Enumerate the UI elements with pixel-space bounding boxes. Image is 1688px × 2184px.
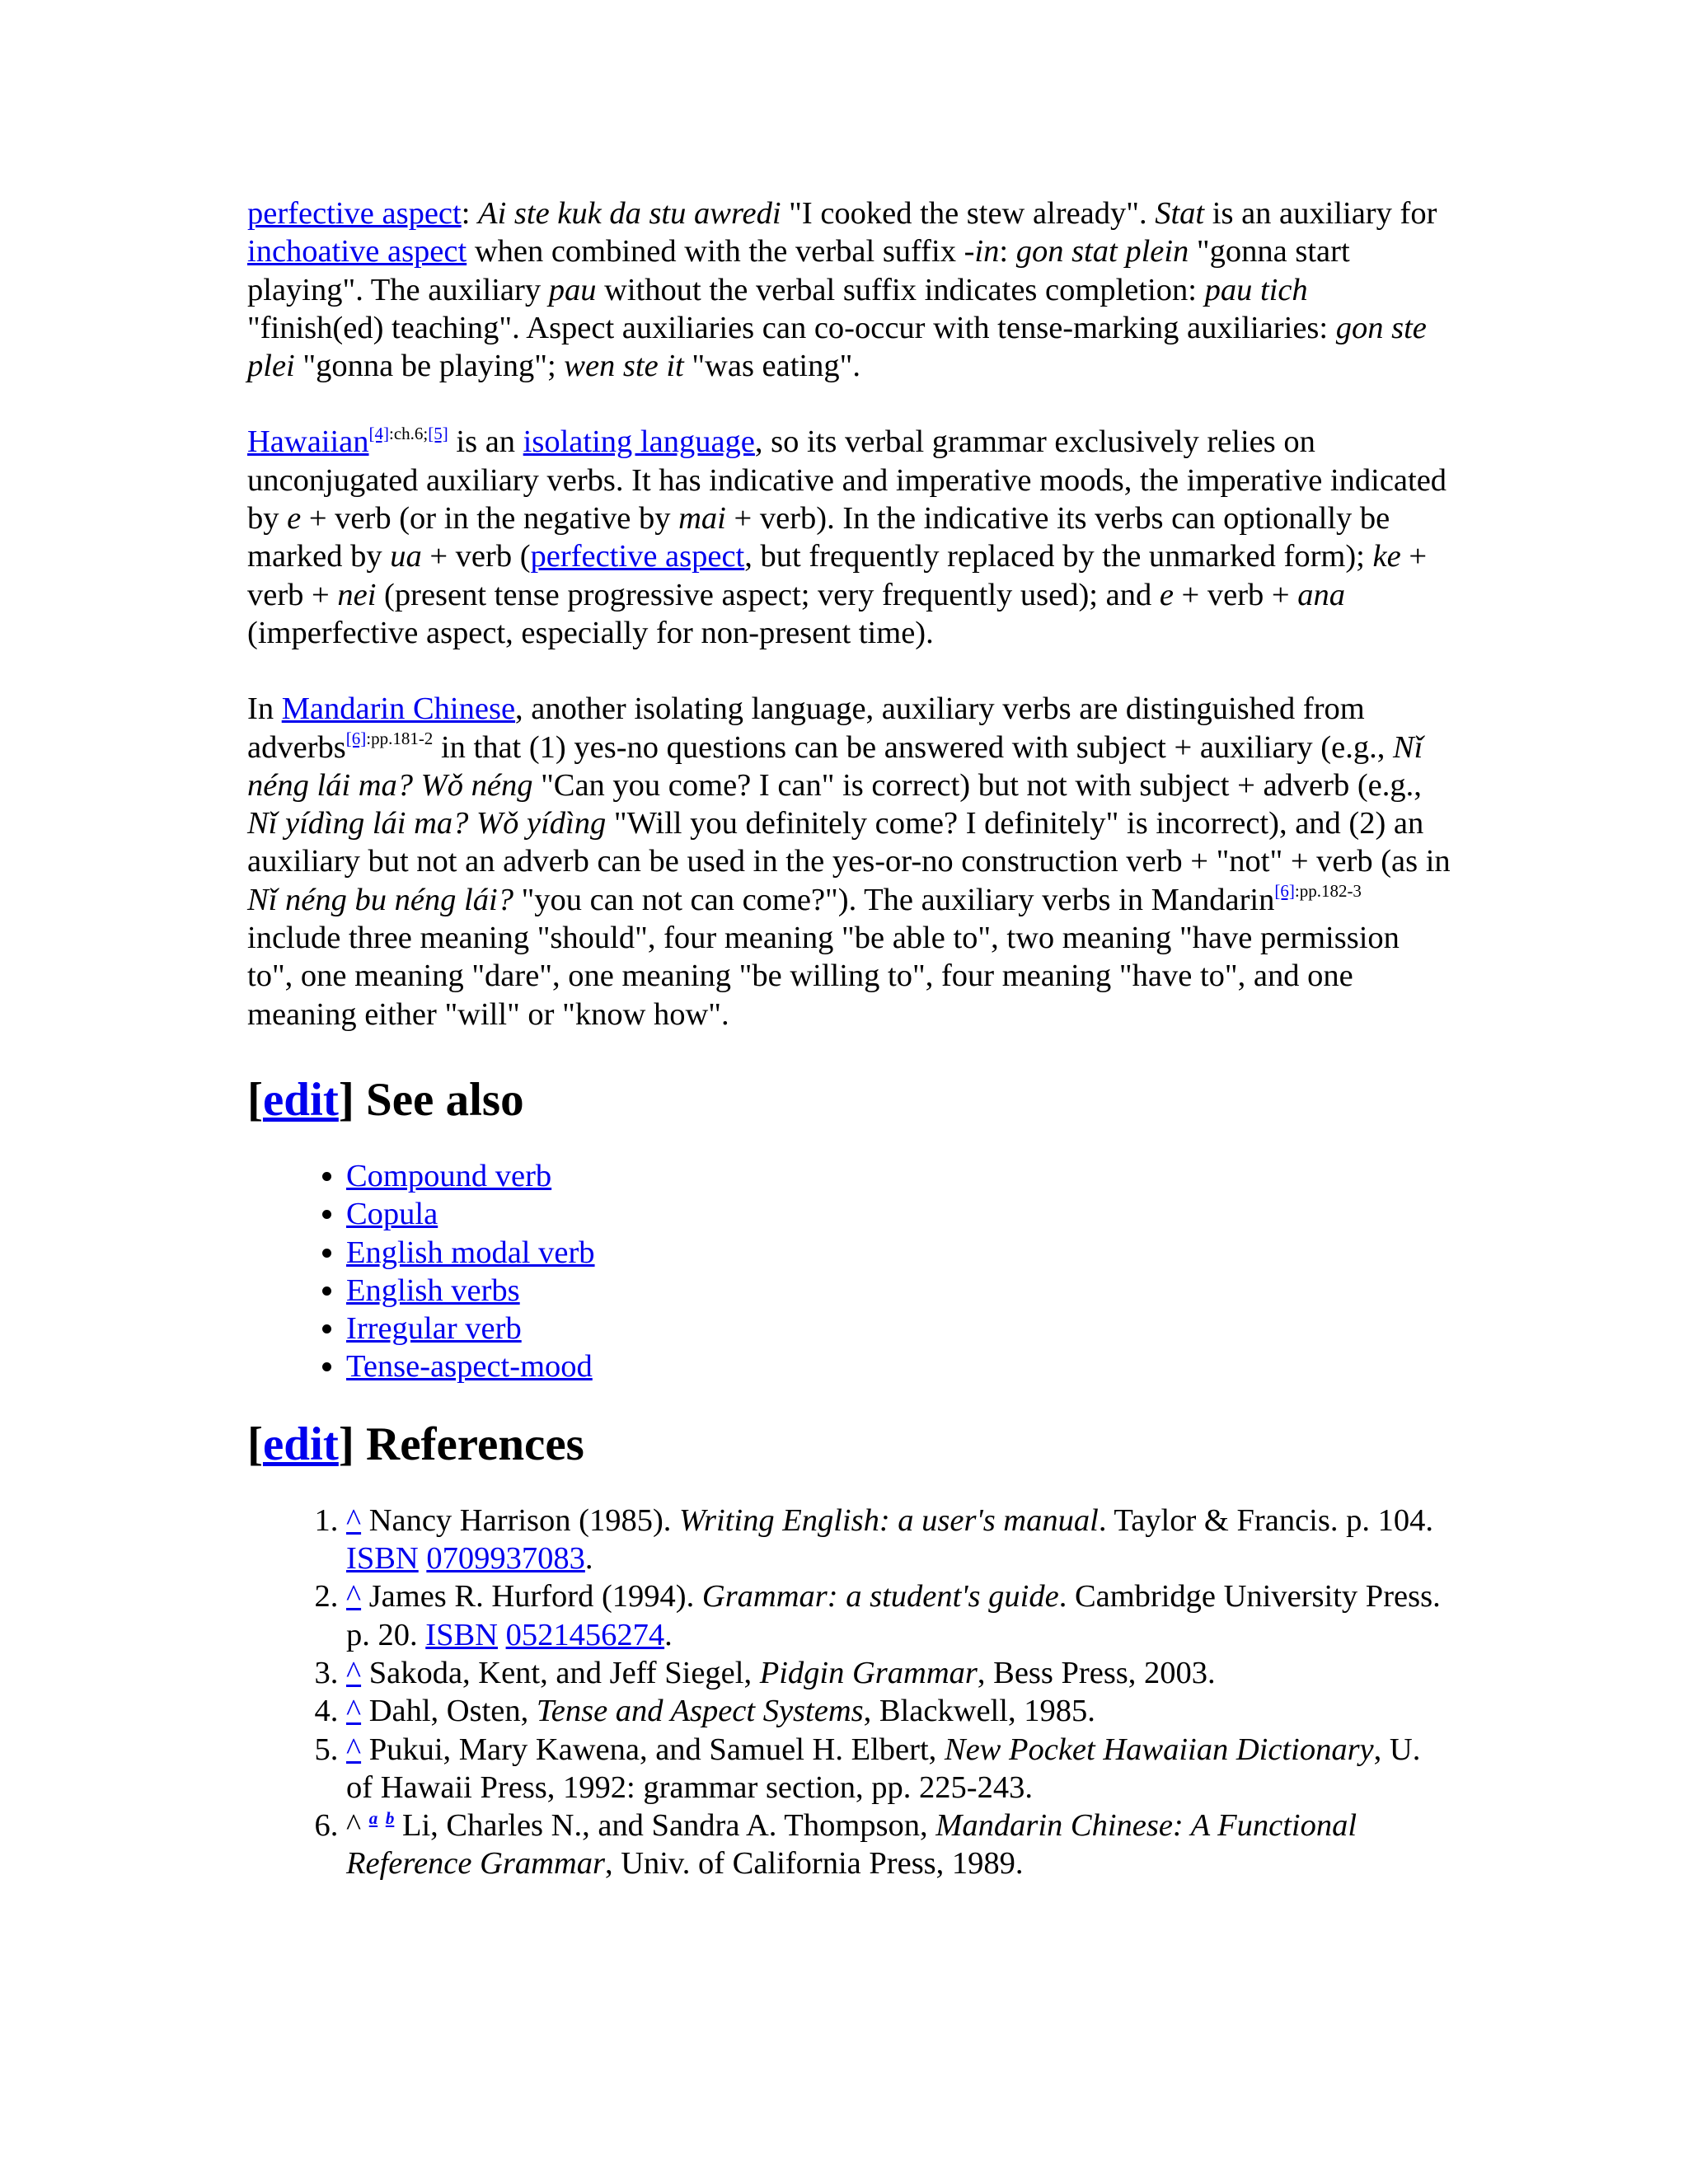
text: , Univ. of California Press, 1989. (604, 1846, 1024, 1882)
paragraph-mandarin (247, 690, 1451, 1033)
list-item (346, 1310, 1451, 1347)
backlink-caret[interactable]: ^ (346, 1732, 362, 1767)
reference-title: Writing English: a user's manual (679, 1502, 1099, 1538)
reference-title: Grammar: a student's guide (701, 1579, 1059, 1615)
reference-item (346, 1807, 1451, 1883)
bracket: ] (338, 1418, 367, 1470)
references-list (247, 1502, 1451, 1883)
link-perfective-aspect[interactable]: perfective aspect (247, 196, 462, 231)
example: gon stat plein (1015, 234, 1189, 269)
reference-title: Tense and Aspect Systems (536, 1694, 864, 1729)
paragraph-hawaiian (247, 423, 1451, 652)
reference-title: Pidgin Grammar (759, 1655, 978, 1690)
link-english-verbs[interactable]: English verbs (346, 1272, 520, 1308)
text: "gonna start playing". The auxiliary (247, 234, 1350, 307)
reference-item (346, 1731, 1451, 1807)
text: , another isolating language, auxiliary verbs are distinguished from adverbs (247, 691, 1365, 765)
link-irregular-verb[interactable]: Irregular verb (346, 1311, 522, 1347)
reference-title: Mandarin Chinese: A Functional Reference Grammar (346, 1808, 1357, 1882)
bracket: [ (247, 1073, 263, 1126)
citation-page: :pp.181-2 (366, 728, 434, 748)
text: is an (448, 424, 523, 460)
text (498, 1618, 506, 1652)
reference-item (346, 1692, 1451, 1730)
text: : (461, 196, 479, 231)
example: Nǐ yídìng lái ma? Wǒ yídìng (247, 806, 607, 841)
link-inchoative-aspect[interactable]: inchoative aspect (247, 234, 467, 269)
backlink-b[interactable]: b (385, 1808, 395, 1829)
text: : (999, 234, 1016, 269)
term: Stat (1155, 196, 1205, 231)
term: -in (964, 234, 1000, 269)
citation-page: :pp.182-3 (1294, 880, 1362, 901)
see-also-list (247, 1157, 1451, 1386)
link-tense-aspect-mood[interactable]: Tense-aspect-mood (346, 1349, 593, 1385)
text: (imperfective aspect, especially for non-present time). (247, 615, 934, 650)
edit-link-references[interactable]: edit (262, 1418, 339, 1470)
text: Sakoda, Kent, and Jeff Siegel, (361, 1655, 760, 1690)
citation (346, 729, 434, 748)
list-item (346, 1234, 1451, 1272)
example: wen ste it (564, 349, 684, 384)
reference-title: New Pocket Hawaiian Dictionary (944, 1732, 1374, 1767)
list-item (346, 1272, 1451, 1310)
isbn-link[interactable]: ISBN (425, 1617, 498, 1652)
text: when combined with the verbal suffix (467, 234, 964, 269)
example: pau tich (1204, 272, 1308, 307)
citation (1274, 881, 1362, 901)
link-perfective-aspect-2[interactable]: perfective aspect (530, 539, 745, 574)
text: + verb (or in the negative by (301, 501, 679, 537)
text: Dahl, Osten, (361, 1694, 537, 1729)
isbn-number-link[interactable]: 0709937083 (426, 1541, 585, 1577)
text: , so its verbal grammar exclusively relies on unconjugated auxiliary verbs. It has indicative and imperative moods, the imperative indicated by (247, 424, 1447, 537)
caret: ^ (346, 1808, 369, 1844)
backlink-caret[interactable]: ^ (346, 1694, 362, 1729)
backlink-caret[interactable]: ^ (346, 1579, 362, 1615)
citation (369, 424, 448, 443)
citation-link-4[interactable]: [4] (368, 423, 390, 443)
text: without the verbal suffix indicates completion: (596, 272, 1205, 307)
isbn-link[interactable]: ISBN (346, 1541, 419, 1577)
term: mai (678, 501, 726, 537)
link-compound-verb[interactable]: Compound verb (346, 1158, 552, 1193)
text: Li, Charles N., and Sandra A. Thompson, (394, 1808, 936, 1844)
list-item (346, 1347, 1451, 1385)
example: Ai ste kuk da stu awredi (478, 196, 781, 231)
link-isolating-language[interactable]: isolating language (523, 424, 755, 460)
text: include three meaning "should", four meaning "be able to", two meaning "have permission to", one meaning "dare", one meaning "be willing to", four meaning "have to", and one meaning either "will" or "know how". (247, 921, 1400, 1032)
paragraph-pidgin-aspect (247, 194, 1451, 385)
example: Nǐ néng bu néng lái? (247, 882, 513, 917)
edit-link-see-also[interactable]: edit (262, 1073, 339, 1126)
term: ke (1372, 539, 1401, 574)
link-copula[interactable]: Copula (346, 1197, 438, 1232)
list-item (346, 1195, 1451, 1233)
text: + verb + (247, 539, 1428, 612)
example: Nǐ néng lái ma? Wǒ néng (247, 729, 1423, 803)
text: "Can you come? I can" is correct) but not with subject + adverb (e.g., (532, 767, 1422, 803)
reference-item (346, 1577, 1451, 1654)
citation-link-6b[interactable]: [6] (1274, 880, 1295, 901)
text: . (664, 1617, 673, 1652)
heading-text: References (366, 1418, 584, 1470)
link-english-modal-verb[interactable]: English modal verb (346, 1235, 595, 1270)
text: In (247, 691, 282, 727)
link-mandarin-chinese[interactable]: Mandarin Chinese (281, 691, 516, 727)
reference-item (346, 1502, 1451, 1578)
term: ana (1297, 577, 1346, 612)
text: "was eating". (683, 349, 860, 384)
text: . (584, 1541, 593, 1577)
bracket: ] (338, 1073, 367, 1126)
isbn-number-link[interactable]: 0521456274 (505, 1617, 665, 1652)
text: "finish(ed) teaching". Aspect auxiliaries can co-occur with tense-marking auxiliaries: (247, 310, 1336, 345)
article-body (247, 194, 1451, 1883)
text: , Bess Press, 2003. (977, 1655, 1216, 1690)
text: . Taylor & Francis. p. 104. (1098, 1502, 1433, 1538)
text: "you can not can come?"). The auxiliary verbs in Mandarin (513, 882, 1275, 917)
term: ua (390, 539, 422, 574)
text: James R. Hurford (1994). (361, 1579, 702, 1615)
text: , but frequently replaced by the unmarked form); (744, 539, 1373, 574)
term: nei (337, 577, 377, 612)
citation-page: :ch.6; (389, 423, 429, 443)
backlink-a[interactable]: a (368, 1808, 378, 1829)
heading-text: See also (366, 1073, 524, 1126)
reference-item (346, 1654, 1451, 1692)
text: , Blackwell, 1985. (863, 1694, 1095, 1729)
term: e (287, 501, 302, 537)
term: e (1159, 577, 1174, 612)
backlink-caret[interactable]: ^ (346, 1502, 362, 1538)
backlink-caret[interactable]: ^ (346, 1655, 362, 1690)
heading-references (247, 1416, 1451, 1474)
text: is an auxiliary for (1204, 196, 1437, 231)
text: + verb ( (421, 539, 531, 574)
citation-link-6[interactable]: [6] (345, 728, 367, 748)
text: "Will you definitely come? I definitely" is incorrect), and (2) an auxiliary but not an adverb can be used in the yes-or-no construction verb + "not" + verb (as in (247, 806, 1451, 879)
text: Pukui, Mary Kawena, and Samuel H. Elbert, (361, 1732, 945, 1767)
text: "gonna be playing"; (294, 349, 565, 384)
text: Nancy Harrison (1985). (361, 1502, 680, 1538)
text: . Cambridge University Press. p. 20. (346, 1579, 1441, 1652)
text: , U. of Hawaii Press, 1992: grammar section, pp. 225-243. (346, 1732, 1421, 1805)
term: pau (548, 272, 597, 307)
text: "I cooked the stew already". (781, 196, 1156, 231)
text: in that (1) yes-no questions can be answered with subject + auxiliary (e.g., (433, 729, 1393, 765)
bracket: [ (247, 1418, 263, 1470)
citation-link-5[interactable]: [5] (428, 423, 448, 443)
text: (present tense progressive aspect; very frequently used); and (376, 577, 1160, 612)
example: gon ste plei (247, 310, 1427, 384)
text (419, 1541, 427, 1576)
link-hawaiian[interactable]: Hawaiian (247, 424, 369, 460)
heading-see-also (247, 1071, 1451, 1129)
text: + verb). In the indicative its verbs can optionally be marked by (247, 501, 1390, 574)
text: + verb + (1173, 577, 1298, 612)
list-item (346, 1157, 1451, 1195)
